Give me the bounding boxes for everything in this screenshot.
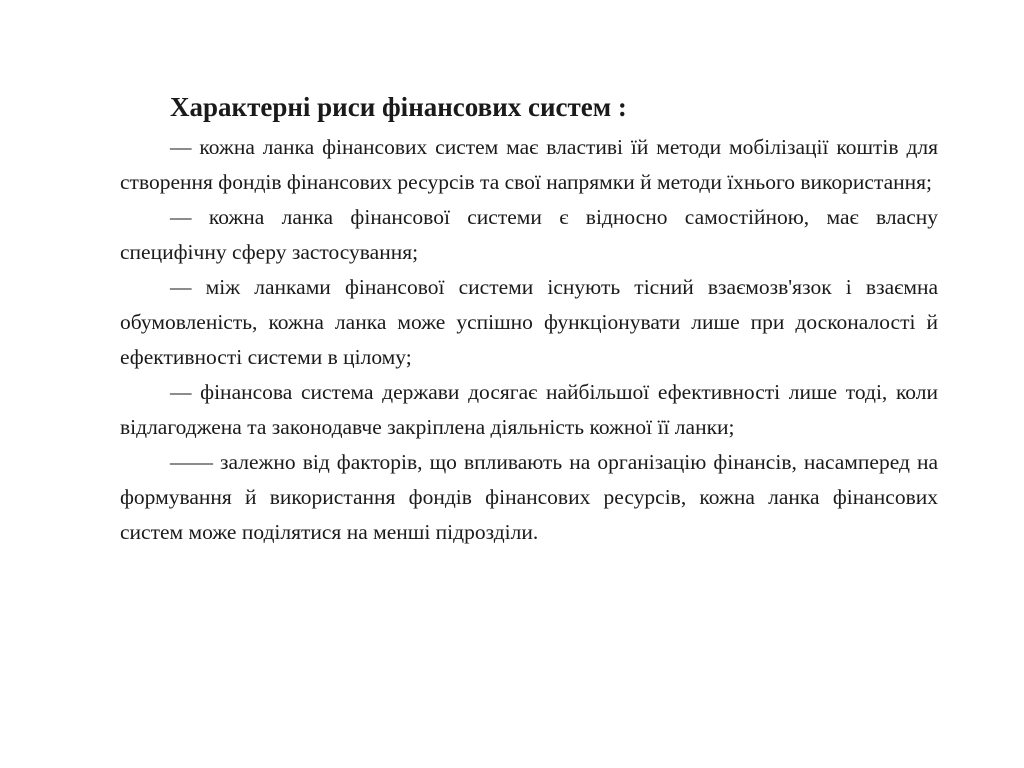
paragraph: — кожна ланка фінансової системи є відносно самостійною, має власну специфічну сферу застосування;	[120, 205, 938, 264]
paragraph: — між ланками фінансової системи існують тісний взаємозв'язок і взаємна обумовленість, кожна ланка може успішно функціонувати лише при досконалості й ефективності системи в цілому;	[120, 275, 938, 369]
paragraph: — кожна ланка фінансових систем має властиві їй методи мобілізації коштів для створення фондів фінансових ресурсів та свої напрямки й методи їхнього використання;	[120, 135, 938, 194]
paragraph: — фінансова система держави досягає найбільшої ефективності лише тоді, коли відлагоджена та законодавче закріплена діяльність кожної її ланки;	[120, 380, 938, 439]
paragraph: —— залежно від факторів, що впливають на організацію фінансів, насамперед на формування й використання фондів фінансових ресурсів, кожна ланка фінансових систем може поділятися на менші підрозділи.	[120, 450, 938, 544]
slide-title: Характерні риси фінансових систем :	[170, 92, 627, 122]
slide-content	[120, 86, 938, 550]
